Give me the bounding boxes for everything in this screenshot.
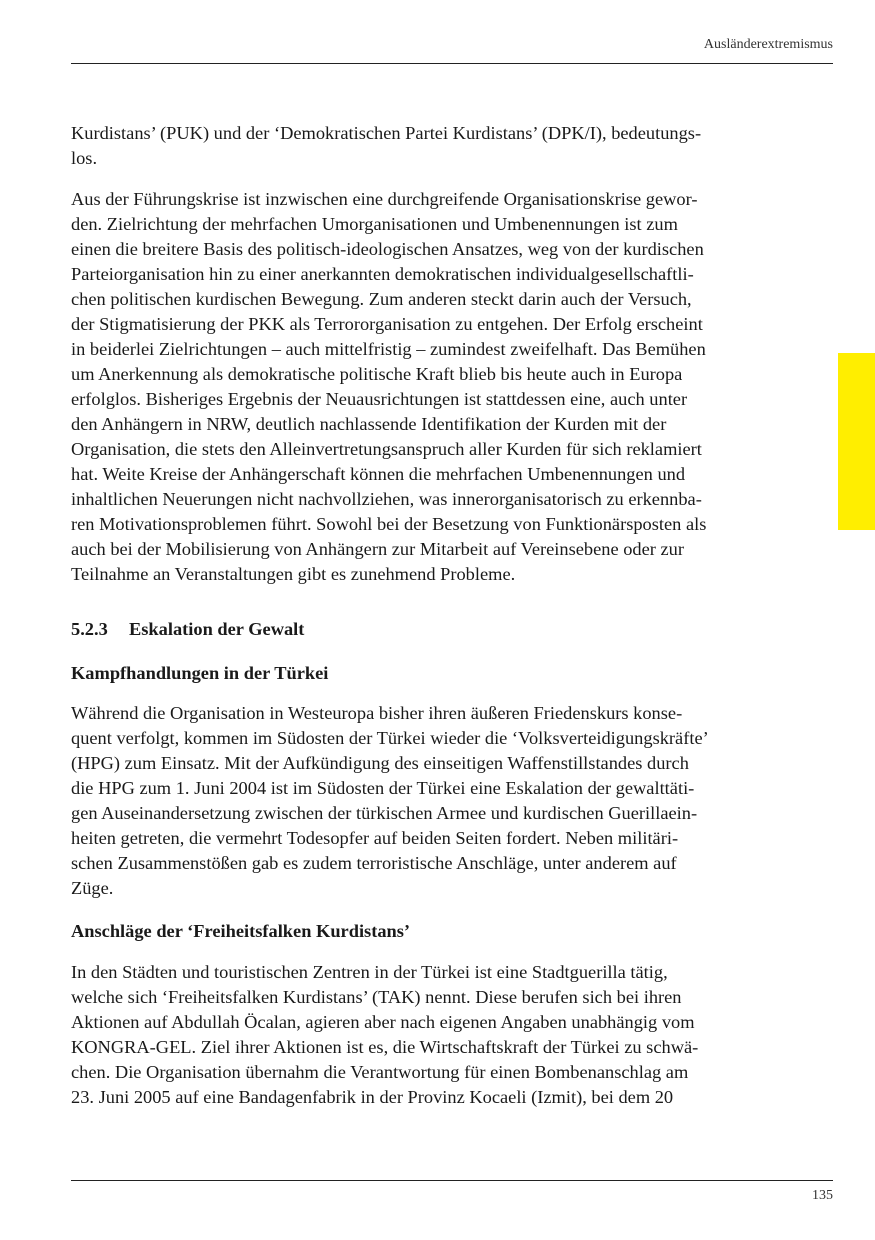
text-line: erfolglos. Bisheriges Ergebnis der Neuausrichtungen ist stattdessen eine, auch unter <box>71 389 688 409</box>
paragraph-organisation-crisis <box>71 187 787 587</box>
text-line: der Stigmatisierung der PKK als Terrororganisation zu entgehen. Der Erfolg erscheint <box>71 314 703 334</box>
text-line: In den Städten und touristischen Zentren in der Türkei ist eine Stadtguerilla tätig, <box>71 962 668 982</box>
text-line: die HPG zum 1. Juni 2004 ist im Südosten der Türkei eine Eskalation der gewalttäti- <box>71 778 695 798</box>
text-line: chen politischen kurdischen Bewegung. Zum anderen steckt darin auch der Versuch, <box>71 289 692 309</box>
text-line: Züge. <box>71 878 114 898</box>
text-line: Aus der Führungskrise ist inzwischen eine durchgreifende Organisationskrise gewor- <box>71 189 698 209</box>
text-line: Aktionen auf Abdullah Öcalan, agieren aber nach eigenen Angaben unabhängig vom <box>71 1012 695 1032</box>
text-line: los. <box>71 148 98 168</box>
text-line: 23. Juni 2005 auf eine Bandagenfabrik in der Provinz Kocaeli (Izmit), bei dem 20 <box>71 1087 674 1107</box>
text-line: ren Motivationsproblemen führt. Sowohl bei der Besetzung von Funktionärsposten als <box>71 514 707 534</box>
text-line: chen. Die Organisation übernahm die Verantwortung für einen Bombenanschlag am <box>71 1062 689 1082</box>
paragraph-continuation <box>71 121 787 171</box>
text-line: KONGRA-GEL. Ziel ihrer Aktionen ist es, die Wirtschaftskraft der Türkei zu schwä- <box>71 1037 699 1057</box>
text-line: Während die Organisation in Westeuropa bisher ihren äußeren Friedenskurs konse- <box>71 703 683 723</box>
text-line: auch bei der Mobilisierung von Anhängern zur Mitarbeit auf Vereinsebene oder zur <box>71 539 684 559</box>
text-line: schen Zusammenstößen gab es zudem terroristische Anschläge, unter anderem auf <box>71 853 677 873</box>
chapter-side-tab <box>838 353 875 530</box>
header-rule <box>71 63 833 64</box>
text-line: welche sich ‘Freiheitsfalken Kurdistans’ (TAK) nennt. Diese berufen sich bei ihren <box>71 987 682 1007</box>
footer-rule <box>71 1180 833 1181</box>
section-title: Eskalation der Gewalt <box>129 619 305 639</box>
page-body <box>71 121 787 1110</box>
text-line: gen Auseinandersetzung zwischen der türkischen Armee und kurdischen Guerillaein- <box>71 803 698 823</box>
text-line: Organisation, die stets den Alleinvertretungsanspruch aller Kurden für sich reklamiert <box>71 439 702 459</box>
text-line: um Anerkennung als demokratische politische Kraft blieb bis heute auch in Europa <box>71 364 683 384</box>
text-line: Kurdistans’ (PUK) und der ‘Demokratischen Partei Kurdistans’ (DPK/I), bedeutungs- <box>71 123 702 143</box>
paragraph-attacks <box>71 960 787 1110</box>
text-line: heiten getreten, die vermehrt Todesopfer auf beiden Seiten fordert. Neben militäri- <box>71 828 679 848</box>
text-line: inhaltlichen Neuerungen nicht nachvollziehen, was innerorganisatorisch zu erkennba- <box>71 489 702 509</box>
subheading-combat: Kampfhandlungen in der Türkei <box>71 663 329 683</box>
text-line: einen die breitere Basis des politisch-ideologischen Ansatzes, weg von der kurdischen <box>71 239 704 259</box>
text-line: hat. Weite Kreise der Anhängerschaft können die mehrfachen Umbenennungen und <box>71 464 686 484</box>
section-heading <box>71 617 787 642</box>
running-header-title: Ausländerextremismus <box>703 37 833 52</box>
text-line: Teilnahme an Veranstaltungen gibt es zunehmend Probleme. <box>71 564 516 584</box>
page-number: 135 <box>812 1188 833 1203</box>
text-line: in beiderlei Zielrichtungen – auch mittelfristig – zumindest zweifelhaft. Das Bemühen <box>71 339 706 359</box>
text-line: den Anhängern in NRW, deutlich nachlassende Identifikation der Kurden mit der <box>71 414 667 434</box>
paragraph-combat <box>71 701 787 901</box>
text-line: Parteiorganisation hin zu einer anerkannten demokratischen individualgesellschaftli- <box>71 264 694 284</box>
text-line: (HPG) zum Einsatz. Mit der Aufkündigung des einseitigen Waffenstillstandes durch <box>71 753 689 773</box>
text-line: quent verfolgt, kommen im Südosten der Türkei wieder die ‘Volksverteidigungskräfte’ <box>71 728 709 748</box>
section-number: 5.2.3 <box>71 619 108 639</box>
subheading-attacks: Anschläge der ‘Freiheitsfalken Kurdistans’ <box>71 921 411 941</box>
text-line: den. Zielrichtung der mehrfachen Umorganisationen und Umbenennungen ist zum <box>71 214 678 234</box>
